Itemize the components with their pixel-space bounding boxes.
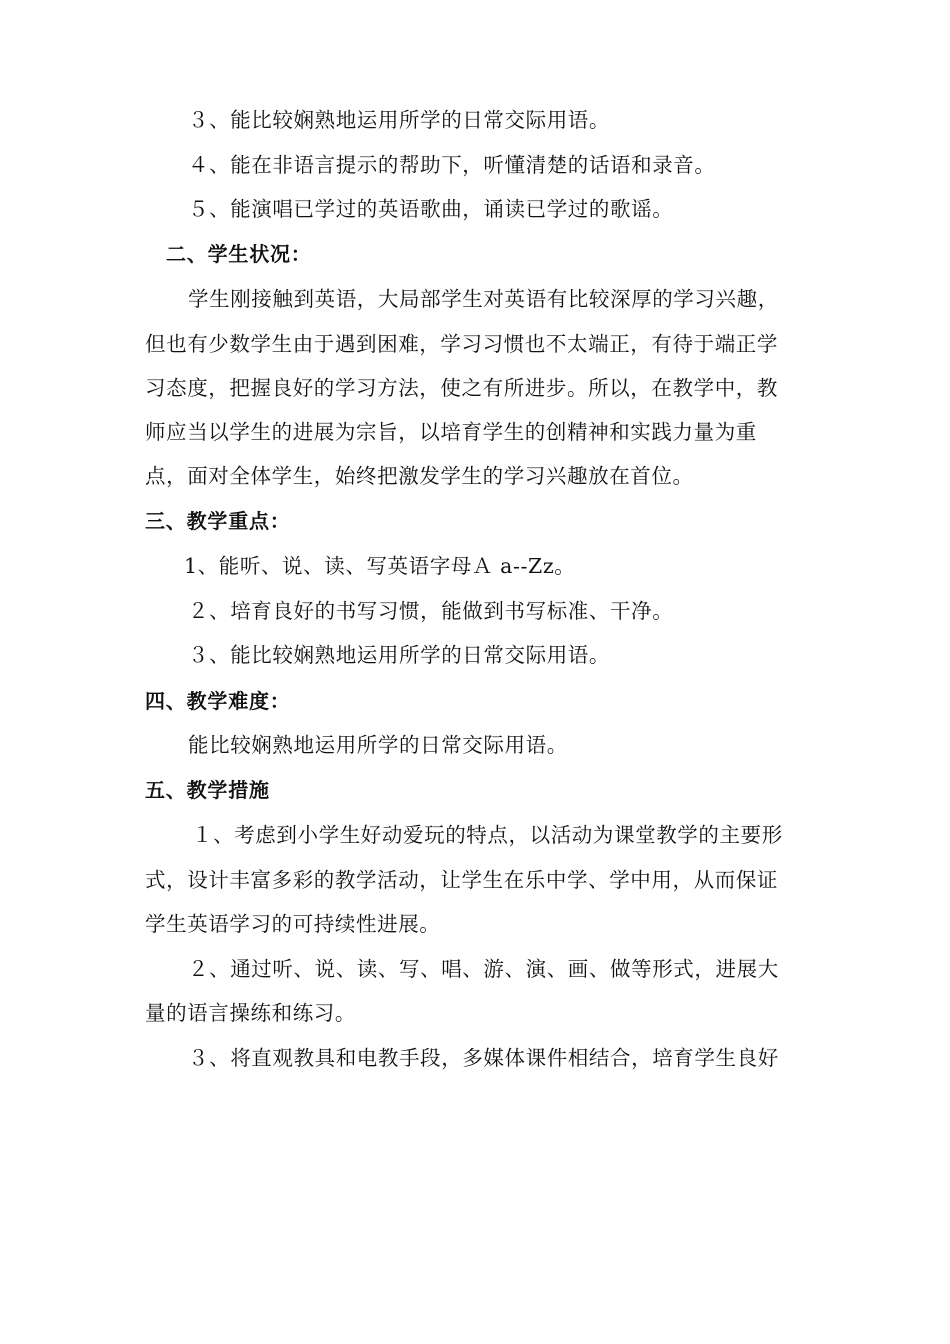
- student-status-line-1: 学生刚接触到英语，大局部学生对英语有比较深厚的学习兴趣，: [188, 287, 779, 311]
- measure-1-line-3: 学生英语学习的可持续性进展。: [145, 912, 441, 936]
- student-status-line-5: 点，面对全体学生，始终把激发学生的学习兴趣放在首位。: [145, 464, 694, 488]
- intro-item-4: ４、能在非语言提示的帮助下，听懂清楚的话语和录音。: [188, 153, 716, 177]
- section-heading-measures: 五、教学措施: [145, 778, 270, 802]
- measure-2-line-1: ２、通过听、说、读、写、唱、游、演、画、做等形式，进展大: [188, 957, 779, 981]
- intro-item-5: ５、能演唱已学过的英语歌曲，诵读已学过的歌谣。: [188, 197, 674, 221]
- measure-1-line-2: 式，设计丰富多彩的教学活动，让学生在乐中学、学中用，从而保证: [145, 868, 778, 892]
- section-heading-student-status: 二、学生状况：: [166, 242, 312, 266]
- student-status-line-3: 习态度，把握良好的学习方法，使之有所进步。所以，在教学中，教: [145, 376, 778, 400]
- key-point-2: ２、培育良好的书写习惯，能做到书写标准、干净。: [188, 599, 674, 623]
- measure-2-line-2: 量的语言操练和练习。: [145, 1001, 356, 1025]
- key-point-1: 1、能听、说、读、写英语字母Ａ a--Zz。: [184, 554, 576, 578]
- student-status-line-2: 但也有少数学生由于遇到困难，学习习惯也不太端正，有待于端正学: [145, 332, 778, 356]
- measure-1-line-1: １、考虑到小学生好动爱玩的特点，以活动为课堂教学的主要形: [192, 823, 783, 847]
- section-heading-difficulty: 四、教学难度：: [145, 689, 291, 713]
- key-point-3: ３、能比较娴熟地运用所学的日常交际用语。: [188, 643, 610, 667]
- section-heading-key-points: 三、教学重点：: [145, 509, 291, 533]
- intro-item-3: ３、能比较娴熟地运用所学的日常交际用语。: [188, 108, 610, 132]
- difficulty-text: 能比较娴熟地运用所学的日常交际用语。: [188, 733, 568, 757]
- measure-3-line-1: ３、将直观教具和电教手段，多媒体课件相结合，培育学生良好: [188, 1046, 779, 1070]
- student-status-line-4: 师应当以学生的进展为宗旨，以培育学生的创精神和实践力量为重: [145, 420, 757, 444]
